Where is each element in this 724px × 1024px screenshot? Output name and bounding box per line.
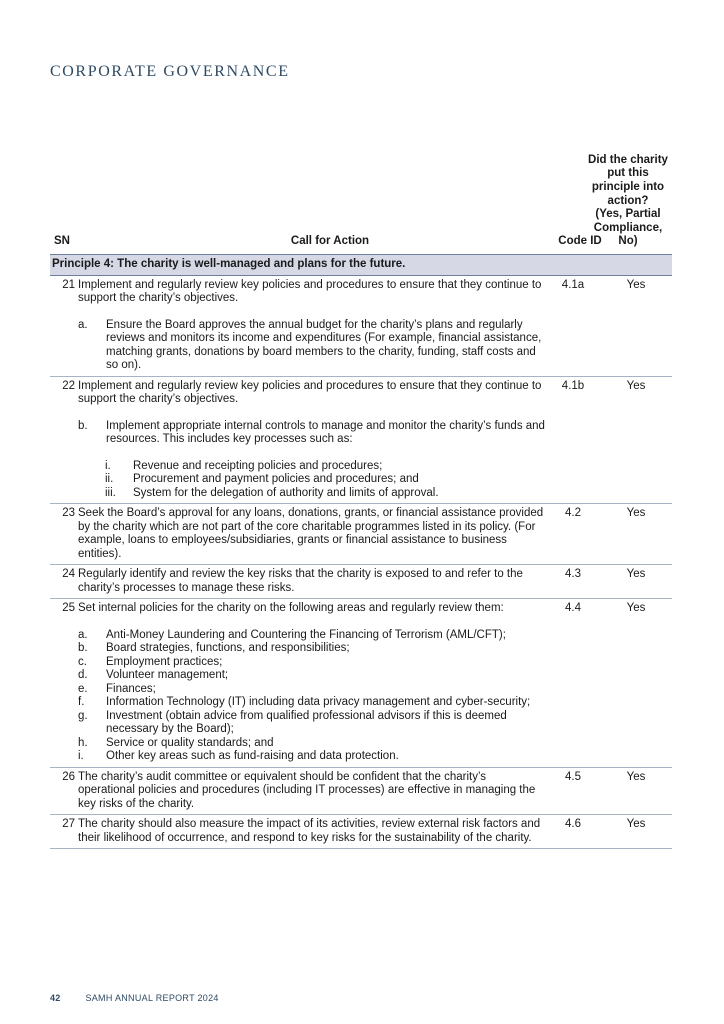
table-row (50, 815, 672, 849)
list-text: Anti-Money Laundering and Countering the Financing of Terrorism (AML/CFT); (106, 628, 506, 641)
governance-table (50, 155, 672, 849)
row-call-for-action (78, 380, 546, 501)
list-text: Information Technology (IT) including data privacy management and cyber-security; (106, 696, 531, 708)
row-call-for-action (78, 568, 546, 595)
list-item (78, 696, 546, 710)
row-intro-text: The charity should also measure the impact of its activities, review external risk factors and their likelihood of occurrence, and respond to key risks for the sustainability of the charity. (78, 818, 541, 844)
list-marker: b. (78, 419, 88, 432)
list-marker: d. (78, 669, 88, 681)
sub-list-item (105, 473, 546, 487)
list-text: Employment practices; (106, 655, 223, 668)
list-item (78, 319, 546, 373)
row-call-for-action (78, 507, 546, 561)
list-marker: a. (78, 318, 88, 331)
list-text: Other key areas such as fund-raising and data protection. (106, 750, 399, 762)
row-compliance-answer: Yes (626, 278, 646, 291)
row-code-id: 4.1a (561, 278, 585, 291)
header-code-id: Code ID (558, 235, 602, 248)
row-compliance-answer: Yes (626, 818, 646, 830)
sub-list-marker: iii. (105, 486, 116, 499)
table-row (50, 377, 672, 505)
row-sn: 25 (62, 602, 75, 614)
row-compliance-answer: Yes (626, 602, 646, 614)
header-call-for-action: Call for Action (290, 235, 370, 248)
row-code-id: 4.6 (565, 818, 581, 830)
row-compliance-answer: Yes (626, 507, 646, 519)
section-title: CORPORATE GOVERNANCE (50, 63, 290, 80)
list-item (78, 629, 546, 643)
list-text: Service or quality standards; and (106, 736, 274, 749)
list-item (78, 669, 546, 683)
row-code-id: 4.2 (565, 507, 581, 519)
list-item (78, 737, 546, 751)
list-marker: b. (78, 642, 88, 654)
report-name: SAMH ANNUAL REPORT 2024 (85, 993, 219, 1003)
row-sn: 24 (62, 568, 75, 580)
sub-list-text: Revenue and receipting policies and procedures; (133, 459, 383, 472)
table-header (50, 155, 672, 255)
list-text: Volunteer management; (106, 669, 229, 681)
sub-list-marker: ii. (105, 473, 114, 485)
header-did-line: put this (607, 167, 649, 180)
row-code-id: 4.1b (561, 379, 585, 392)
sub-list-text: System for the delegation of authority and limits of approval. (133, 486, 439, 499)
list-text: Finances; (106, 682, 156, 695)
header-sn: SN (54, 235, 70, 248)
table-row (50, 565, 672, 599)
row-intro-text: Regularly identify and review the key risks that the charity is exposed to and refer to the charity’s processes to manage these risks. (78, 568, 523, 594)
header-did-line: Compliance, (593, 221, 663, 234)
row-intro-text: The charity’s audit committee or equivalent should be confident that the charity’s operational policies and procedures (including IT processes) are effective in managing the key risks of the charity. (78, 770, 536, 810)
list-item (78, 656, 546, 670)
row-call-for-action (78, 602, 546, 764)
list-item (78, 642, 546, 656)
row-call-for-action (78, 279, 546, 373)
sub-list-item (105, 460, 546, 474)
row-compliance-answer: Yes (626, 568, 646, 580)
list-text: Implement appropriate internal controls to manage and monitor the charity’s funds and resources. This includes key processes such as: (106, 419, 545, 445)
list-text: Investment (obtain advice from qualified professional advisors if this is deemed necessary by the Board); (106, 709, 507, 735)
row-call-for-action (78, 771, 546, 812)
header-did-charity (583, 154, 673, 249)
sub-list-marker: i. (105, 459, 111, 472)
sub-list-item (105, 487, 546, 501)
row-sn: 21 (62, 278, 75, 291)
table-row (50, 276, 672, 377)
row-sn: 23 (62, 507, 75, 519)
row-sn: 27 (62, 818, 75, 830)
list-marker: g. (78, 709, 88, 722)
row-compliance-answer: Yes (626, 770, 646, 783)
list-marker: e. (78, 682, 88, 695)
list-text: Ensure the Board approves the annual budget for the charity’s plans and regularly reviews and monitors its income and expenditures (For example, financial assistance, matching grants, donations by board members to the charity, funding, staff costs and so on). (106, 318, 542, 371)
page-footer (50, 993, 219, 1003)
list-marker: i. (78, 750, 84, 762)
row-sn: 22 (62, 379, 75, 392)
header-did-line: (Yes, Partial (595, 208, 661, 221)
list-item (78, 683, 546, 697)
list-marker: c. (78, 655, 87, 668)
sub-list-text: Procurement and payment policies and procedures; and (133, 473, 419, 485)
list-item (78, 750, 546, 764)
header-did-line: No) (618, 235, 638, 248)
page-number: 42 (50, 993, 61, 1003)
table-body (50, 276, 672, 850)
header-did-line: action? (607, 194, 649, 207)
list-item (78, 420, 546, 447)
row-call-for-action (78, 818, 546, 845)
list-marker: a. (78, 628, 88, 641)
header-did-line: Did the charity (588, 153, 668, 166)
list-item (78, 710, 546, 737)
row-intro-text: Implement and regularly review key policies and procedures to ensure that they continue to support the charity’s objectives. (78, 379, 542, 405)
table-row (50, 599, 672, 768)
table-row (50, 504, 672, 565)
row-intro-text: Seek the Board’s approval for any loans, donations, grants, or financial assistance provided by the charity which are not part of the core charitable programmes listed in its policy. (For example, loans to employees/subsidiaries, grants or financial assistance to business entities). (78, 507, 544, 560)
row-intro-text: Implement and regularly review key policies and procedures to ensure that they continue to support the charity’s objectives. (78, 278, 542, 304)
principle-heading: Principle 4: The charity is well-managed and plans for the future. (50, 255, 672, 276)
row-code-id: 4.3 (565, 568, 581, 580)
header-did-line: principle into (591, 181, 665, 194)
row-code-id: 4.4 (565, 602, 581, 614)
table-row (50, 768, 672, 816)
row-intro-text: Set internal policies for the charity on the following areas and regularly review them: (78, 602, 504, 614)
row-code-id: 4.5 (565, 770, 581, 783)
list-text: Board strategies, functions, and responsibilities; (106, 642, 350, 654)
row-compliance-answer: Yes (626, 379, 646, 392)
list-marker: h. (78, 736, 88, 749)
list-marker: f. (78, 696, 85, 708)
row-sn: 26 (62, 770, 75, 783)
